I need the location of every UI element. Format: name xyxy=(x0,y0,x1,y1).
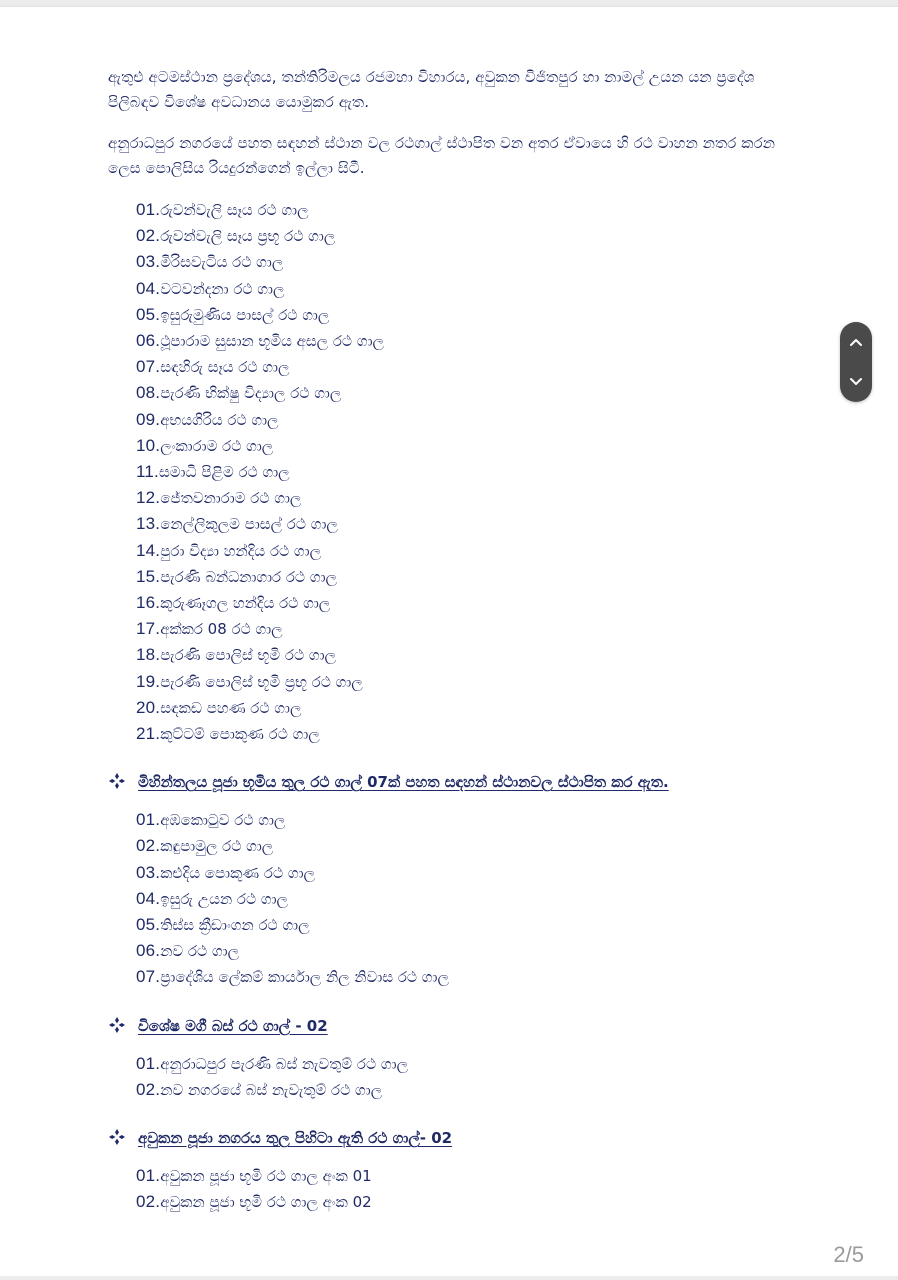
item-number: 06. xyxy=(136,941,161,961)
item-text: ලංකාරාම රථ ගාල xyxy=(160,436,274,455)
item-text: සඳකඩ පහණ රථ ගාල xyxy=(160,698,302,717)
item-text: රුවන්වැලි සෑය රථ ගාල xyxy=(160,201,309,219)
item-number: 01. xyxy=(136,200,161,219)
item-text: කුට්ටම් පොකුණ රථ ගාල xyxy=(160,725,320,744)
item-number: 14. xyxy=(136,540,161,560)
next-page-button[interactable] xyxy=(840,362,872,402)
diamond-bullet-icon xyxy=(108,1128,126,1146)
item-number: 12. xyxy=(136,488,161,508)
item-number: 01. xyxy=(136,1166,161,1186)
document-page xyxy=(0,6,898,1276)
list-item xyxy=(136,511,798,537)
item-text: වටවන්දනා රථ ගාල xyxy=(160,279,285,298)
item-number: 19. xyxy=(136,671,161,691)
item-text: ථූපාරාම සුසාන භූමිය අසල රථ ගාල xyxy=(160,332,384,351)
intro-paragraph-1: ඇතුළු අටමස්ථාන ප්‍රදේශය, තන්තිරිමලය රජමහා විහාරය, අවුකන විජිතපුර හා නාමල් උයන යන ප්‍රදේශ පිලිබඳව විශේෂ අවධානය යොමුකර ඇත. xyxy=(108,68,755,111)
item-text: රුවන්වැලි සෑය ප්‍රභූ රථ ගාල xyxy=(160,227,336,246)
section-heading-mihintale xyxy=(108,769,798,795)
item-number: 21. xyxy=(136,724,161,744)
list-item xyxy=(136,197,798,223)
item-number: 20. xyxy=(136,697,161,717)
item-number: 07. xyxy=(136,357,161,377)
item-number: 08. xyxy=(136,383,161,403)
item-text: පැරණි බන්ධනාගාර රථ ගාල xyxy=(160,567,337,586)
section-heading-special-bus xyxy=(108,1013,798,1039)
list-item xyxy=(136,407,798,433)
list-item xyxy=(136,860,798,886)
list-item xyxy=(136,459,798,485)
parking-list-special-bus xyxy=(108,1051,798,1103)
item-text: නව රථ ගාල xyxy=(160,942,240,961)
section-heading-text: විශේෂ මගී බස් රථ ගාල් - 02 xyxy=(138,1016,328,1035)
item-text: ප්‍රාදේශිය ලේකම් කාර්යාල නිල නිවාස රථ ගාල xyxy=(160,968,449,987)
diamond-bullet-icon xyxy=(108,1016,126,1034)
item-text: නෙල්ලිකුලම පාසල් රථ ගාල xyxy=(160,515,338,534)
item-number: 17. xyxy=(136,619,161,639)
parking-list-main xyxy=(108,197,798,747)
item-number: 03. xyxy=(136,252,161,272)
chevron-up-icon xyxy=(849,337,863,347)
list-item xyxy=(136,485,798,511)
item-number: 07. xyxy=(136,967,161,987)
item-number: 02. xyxy=(136,1079,161,1099)
list-item xyxy=(136,833,798,859)
list-item xyxy=(136,302,798,328)
item-text: ඉසුරුමුණිය පාසල් රථ ගාල xyxy=(160,305,330,324)
document-content xyxy=(108,65,798,1216)
list-item xyxy=(136,249,798,275)
list-item xyxy=(136,538,798,564)
item-number: 02. xyxy=(136,1192,161,1212)
item-text: සමාධි පිළිම රථ ගාල xyxy=(158,463,290,482)
parking-list-mihintale xyxy=(108,807,798,990)
item-text: කළුදිය පොකුණ රථ ගාල xyxy=(160,863,315,882)
list-item xyxy=(136,1051,798,1077)
item-text: කුරුණෑගල හන්දිය රථ ගාල xyxy=(160,594,331,613)
parking-list-avukana xyxy=(108,1163,798,1215)
section-heading-text: මිහින්තලය පූජා භූමිය තුල රථ ගාල් 07ක් පහත සඳහන් ස්ථානවල ස්ථාපිත කර ඇත. xyxy=(138,773,669,792)
list-item xyxy=(136,807,798,833)
item-number: 02. xyxy=(136,836,161,856)
list-item xyxy=(136,721,798,747)
page-indicator: 2/5 xyxy=(833,1242,864,1267)
list-item xyxy=(136,1189,798,1215)
list-item xyxy=(136,354,798,380)
list-item xyxy=(136,1163,798,1189)
list-item xyxy=(136,223,798,249)
item-number: 01. xyxy=(136,1053,161,1073)
list-item xyxy=(136,886,798,912)
item-text: පුරා විද්‍යා හන්දිය රථ ගාල xyxy=(160,541,322,560)
item-number: 02. xyxy=(136,226,161,246)
item-number: 15. xyxy=(136,566,161,586)
item-text: නව නගරයේ බස් නැවැතුම් රථ ගාල xyxy=(160,1080,383,1099)
item-text: ජේතවනාරාම රථ ගාල xyxy=(160,489,302,508)
item-text: අක්කර 08 රථ ගාල xyxy=(160,620,283,639)
intro-section xyxy=(108,65,798,181)
list-item xyxy=(136,1077,798,1103)
item-number: 04. xyxy=(136,888,161,908)
list-item xyxy=(136,964,798,990)
diamond-bullet-icon xyxy=(108,772,126,790)
section-heading-avukana xyxy=(108,1125,798,1151)
item-number: 16. xyxy=(136,593,161,613)
item-text: ඉසුරු උයන රථ ගාල xyxy=(160,889,288,908)
section-heading-text: අවුකන පූජා නගරය තුල පිහිටා ඇති රථ ගාල්- 02 xyxy=(138,1129,453,1148)
list-item xyxy=(136,695,798,721)
chevron-down-icon xyxy=(849,377,863,387)
item-number: 04. xyxy=(136,278,161,298)
item-text: සඳහිරු සෑය රථ ගාල xyxy=(160,358,290,377)
item-number: 05. xyxy=(136,915,161,935)
list-item xyxy=(136,642,798,668)
item-text: පැරණි පොලිස් භූමි රථ ගාල xyxy=(160,646,336,665)
item-number: 09. xyxy=(136,409,161,429)
list-item xyxy=(136,938,798,964)
list-item xyxy=(136,380,798,406)
item-number: 01. xyxy=(136,810,161,830)
previous-page-button[interactable] xyxy=(840,322,872,362)
list-item xyxy=(136,590,798,616)
list-item xyxy=(136,616,798,642)
list-item xyxy=(136,276,798,302)
list-item xyxy=(136,564,798,590)
item-text: අවුකන පූජා භූමි රථ ගාල අංක 01 xyxy=(160,1167,372,1186)
intro-paragraph-2: අනුරාධපුර නගරයේ පහත සඳහන් ස්ථාන වල රථගාල් ස්ථාපිත වන අතර ඒවායෙ හි රථ වාහන නතර කරන ලෙස පොලිසිය රියදුරන්ගෙන් ඉල්ලා සිටී. xyxy=(108,134,776,177)
item-text: මිරිසවැටිය රථ ගාල xyxy=(160,253,284,272)
list-item xyxy=(136,669,798,695)
item-text: පැරණි භික්ෂු විද්‍යාල රථ ගාල xyxy=(160,384,342,403)
item-number: 13. xyxy=(136,514,161,534)
list-item xyxy=(136,433,798,459)
list-item xyxy=(136,912,798,938)
item-text: අවුකන පූජා භූමි රථ ගාල අංක 02 xyxy=(160,1193,372,1212)
item-number: 06. xyxy=(136,331,161,351)
item-number: 05. xyxy=(136,304,161,324)
item-text: අඹකොටුව රථ ගාල xyxy=(160,811,286,830)
item-number: 10. xyxy=(136,435,161,455)
item-text: අභයගිරිය රථ ගාල xyxy=(160,410,279,429)
page-navigation xyxy=(840,322,872,402)
item-text: අනුරාධපුර පැරණි බස් නැවතුම් රථ ගාල xyxy=(160,1054,409,1073)
item-text: පැරණි පොලිස් භූමි ප්‍රභූ රථ ගාල xyxy=(160,672,363,691)
item-number: 11. xyxy=(136,462,159,482)
item-text: තිස්ස ක්‍රීඩාංගන රථ ගාල xyxy=(160,916,310,935)
item-text: කඳුපාමුල රථ ගාල xyxy=(160,837,274,856)
item-number: 18. xyxy=(136,645,161,665)
item-number: 03. xyxy=(136,862,161,882)
list-item xyxy=(136,328,798,354)
